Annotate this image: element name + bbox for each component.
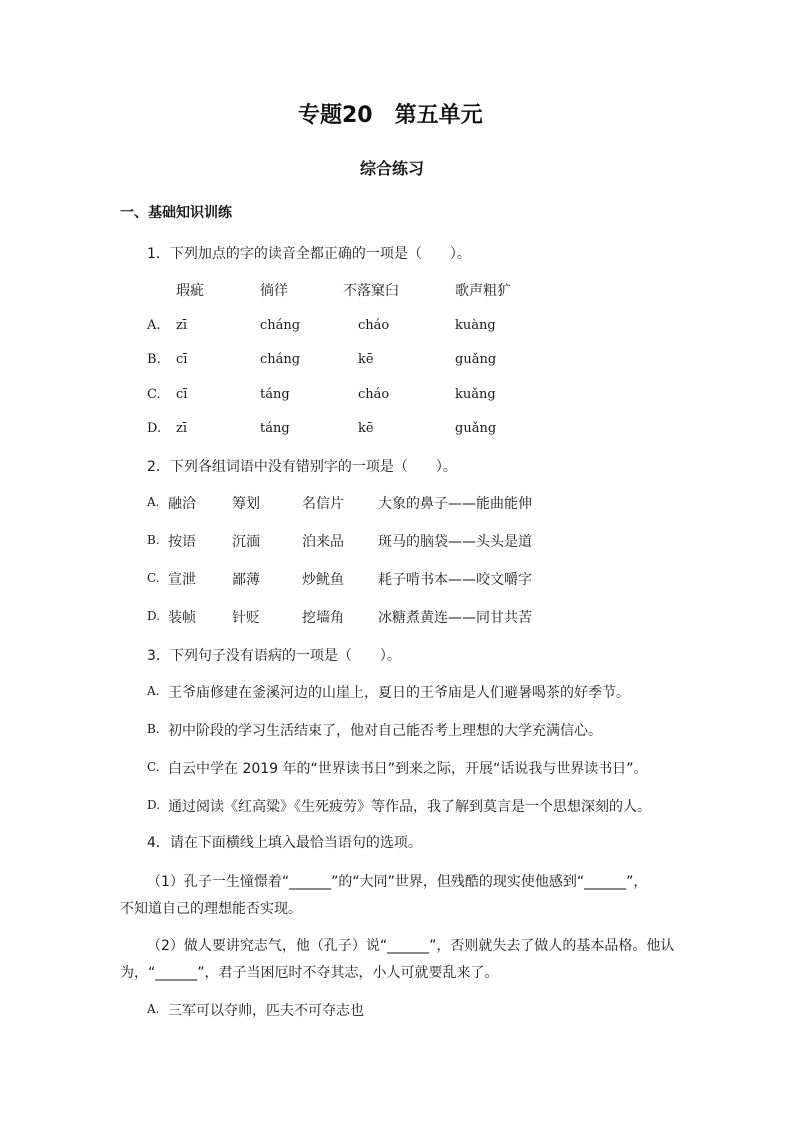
option-letter: C. bbox=[147, 387, 161, 402]
pinyin: táng bbox=[260, 387, 290, 402]
option-word: 挖墙角 bbox=[302, 610, 344, 626]
option-phrase: 耗子啃书本——咬文嚼字 bbox=[378, 572, 532, 588]
option-text: 白云中学在 2019 年的“世界读书日”到来之际，开展“话说我与世界读书日”。 bbox=[168, 761, 648, 777]
option-text: 王爷庙修建在釜溪河边的山崖上，夏日的王爷庙是人们避暑喝茶的好季节。 bbox=[168, 685, 630, 701]
word-2: 徜徉 bbox=[260, 283, 288, 299]
option-letter: B. bbox=[147, 352, 161, 367]
option-letter: C. bbox=[147, 571, 160, 585]
option-letter: A. bbox=[147, 318, 161, 333]
pinyin: cī bbox=[176, 352, 188, 367]
word-3: 不落窠臼 bbox=[343, 283, 399, 299]
pinyin: táng bbox=[260, 421, 290, 436]
option-text: 初中阶段的学习生活结束了，他对自己能否考上理想的大学充满信心。 bbox=[168, 723, 602, 739]
option-word: 针贬 bbox=[232, 610, 260, 626]
pinyin: guǎng bbox=[455, 421, 497, 436]
question-4-stem: 4．请在下面横线上填入最恰当语句的选项。 bbox=[147, 835, 422, 851]
question-1-stem: 1．下列加点的字的读音全都正确的一项是（ ）。 bbox=[147, 246, 471, 262]
option-word: 名信片 bbox=[302, 496, 344, 512]
option-word: 筹划 bbox=[232, 496, 260, 512]
pinyin: guǎng bbox=[455, 352, 497, 367]
option-word: 鄙薄 bbox=[232, 572, 260, 588]
option-letter: B. bbox=[147, 722, 160, 736]
pinyin: kuàng bbox=[455, 318, 496, 333]
passage-line: 不知道自己的理想能否实现。 bbox=[120, 901, 302, 917]
pinyin: cháng bbox=[260, 352, 301, 367]
word-1: 瑕疵 bbox=[176, 283, 204, 299]
option-word: 沉湎 bbox=[232, 534, 260, 550]
option-letter: A. bbox=[147, 495, 160, 509]
option-word: 融洽 bbox=[168, 496, 196, 512]
option-text: 三军可以夺帅，匹夫不可夺志也 bbox=[168, 1003, 364, 1019]
option-letter: D. bbox=[147, 798, 161, 812]
page-title: 专题20 第五单元 bbox=[298, 103, 483, 128]
option-phrase: 大象的鼻子——能曲能伸 bbox=[378, 496, 532, 512]
passage-line: 为，“______”，君子当困厄时不夺其志，小人可就要乱来了。 bbox=[120, 965, 499, 981]
pinyin: cī bbox=[176, 387, 188, 402]
pinyin: zī bbox=[176, 421, 188, 436]
section-heading: 一、基础知识训练 bbox=[120, 205, 232, 221]
option-letter: C. bbox=[147, 760, 160, 774]
option-word: 宣泄 bbox=[168, 572, 196, 588]
word-4: 歌声粗犷 bbox=[455, 283, 511, 299]
option-word: 装帧 bbox=[168, 610, 196, 626]
option-letter: A. bbox=[147, 684, 160, 698]
option-word: 按语 bbox=[168, 534, 196, 550]
option-word: 泊来品 bbox=[302, 534, 344, 550]
question-3-stem: 3．下列句子没有语病的一项是（ ）。 bbox=[147, 648, 401, 664]
pinyin: zī bbox=[176, 318, 188, 333]
option-phrase: 冰糖煮黄连——同甘共苦 bbox=[378, 610, 532, 626]
option-letter: B. bbox=[147, 533, 160, 547]
pinyin: cháng bbox=[260, 318, 301, 333]
option-letter: A. bbox=[147, 1002, 160, 1016]
option-phrase: 斑马的脑袋——头头是道 bbox=[378, 534, 532, 550]
pinyin: kē bbox=[358, 352, 374, 367]
pinyin: cháo bbox=[358, 318, 390, 333]
passage-line: （2）做人要讲究志气，他（孔子）说“______”，否则就失去了做人的基本品格。他认 bbox=[147, 938, 675, 954]
pinyin: cháo bbox=[358, 387, 390, 402]
pinyin: kuǎng bbox=[455, 387, 496, 402]
option-word: 炒鱿鱼 bbox=[302, 572, 344, 588]
page-subtitle: 综合练习 bbox=[360, 159, 425, 178]
option-letter: D. bbox=[147, 609, 161, 623]
option-text: 通过阅读《红高粱》《生死疲劳》等作品，我了解到莫言是一个思想深刻的人。 bbox=[168, 799, 651, 815]
pinyin: kē bbox=[358, 421, 374, 436]
passage-line: （1）孔子一生憧憬着“______”的“大同”世界，但残酷的现实使他感到“______”， bbox=[147, 874, 648, 890]
question-2-stem: 2．下列各组词语中没有错别字的一项是（ ）。 bbox=[147, 459, 457, 475]
option-letter: D. bbox=[147, 421, 162, 436]
